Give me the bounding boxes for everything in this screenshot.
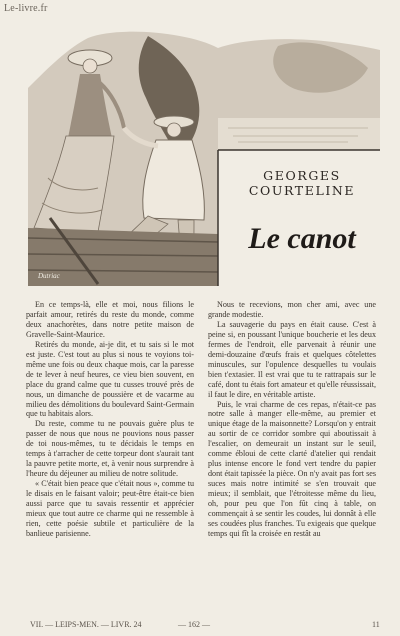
man-head xyxy=(167,123,181,137)
text-column-right xyxy=(208,300,376,539)
site-watermark: Le-livre.fr xyxy=(4,3,48,14)
text-column-left xyxy=(26,300,194,539)
man-jacket xyxy=(143,140,205,220)
paragraph: Nous te recevions, mon cher ami, avec une grande modestie. xyxy=(208,300,376,319)
story-title: Le canot xyxy=(248,222,356,255)
paragraph: Du reste, comme tu ne pouvais guère plus te passer de nous que nous ne pouvions nous passer de toi nous-mêmes, tu te décidais le temps en temps à t'arracher de cette torpeur dont s'aurait tant la pauvre petite morte, et, à venir nous surprendre à l'heure du déjeuner au milieu de notre solitude. xyxy=(26,419,194,479)
paragraph: La sauvagerie du pays en était cause. C'est à peine si, en poussant l'unique boucherie et les deux fermes de l'endroit, elle parvenait à réunir une demi-douzaine d'œufs frais et quelques côtelettes minuscules, sur l'opulence desquelles tu voulais bien t'extasier. Il est vrai que tu te rattrapais sur le café, dont tu étais fort amateur et qu'elle réussissait, il faut le dire, en véritable artiste. xyxy=(208,319,376,399)
paragraph: En ce temps-là, elle et moi, nous filions le parfait amour, retirés du reste du monde, comme deux anachorètes, dans notre petite maison de Gravelle-Saint-Maurice. xyxy=(26,300,194,339)
sheet-number: 11 xyxy=(372,620,380,629)
page-number: — 162 — xyxy=(178,620,210,629)
woman-head xyxy=(83,59,97,73)
water xyxy=(218,118,380,150)
illustration-signature: Dutriac xyxy=(38,272,60,280)
author-name: GEORGES COURTELINE xyxy=(248,168,356,198)
paragraph: Puis, le vrai charme de ces repas, n'était-ce pas notre salle à manger elle-même, au premier et unique étage de la maisonnette? Lorsqu'on y entrait au sortir de ce corridor sombre qui aboutissait à l'escalier, on demeurait un instant sur le seuil, comme ébloui de cette clarté d'atelier qui rendait plus intense encore le fond vert tendre du papier dont était tapissée la pièce. On n'y avait pas fort ses suces mais notre intimité se s'en trouvait que mieux; il semblait, que l'étroitesse même du lieu, oh, pour peu que l'on fût cinq à table, on commençait à se sentir les coudes, lui donnât à elle ses coudées plus franches. Tu exigeais que quelque temps qui fît la croisée en restât au xyxy=(208,399,376,538)
issue-info: VII. — LEIPS-MEN. — LIVR. 24 xyxy=(30,620,142,629)
page-footer xyxy=(0,620,400,632)
paragraph: « C'était bien peace que c'était nous », comme tu le disais en le faisant valoir; peut-être était-ce bien aussi parce que tu savais ressentir et apprécier mieux que tout autre ce charme qui ne ressemble à rien, cette poésie subtile et particulière de la banlieue parisienne. xyxy=(26,479,194,538)
paragraph: Retirés du monde, ai-je dit, et tu sais si le mot est juste. C'est tout au plus si nous te voyions toi-même une fois ou deux chaque mois, car la paresse de te lever à neuf heures, ce vieu bien souvent, en place du grand calme que tu cusses trouvé près de nous, un dimanche de poussière et de vacarme au milieu des démolitions du boulevard Saint-Germain que tu habitais alors. xyxy=(26,339,194,419)
